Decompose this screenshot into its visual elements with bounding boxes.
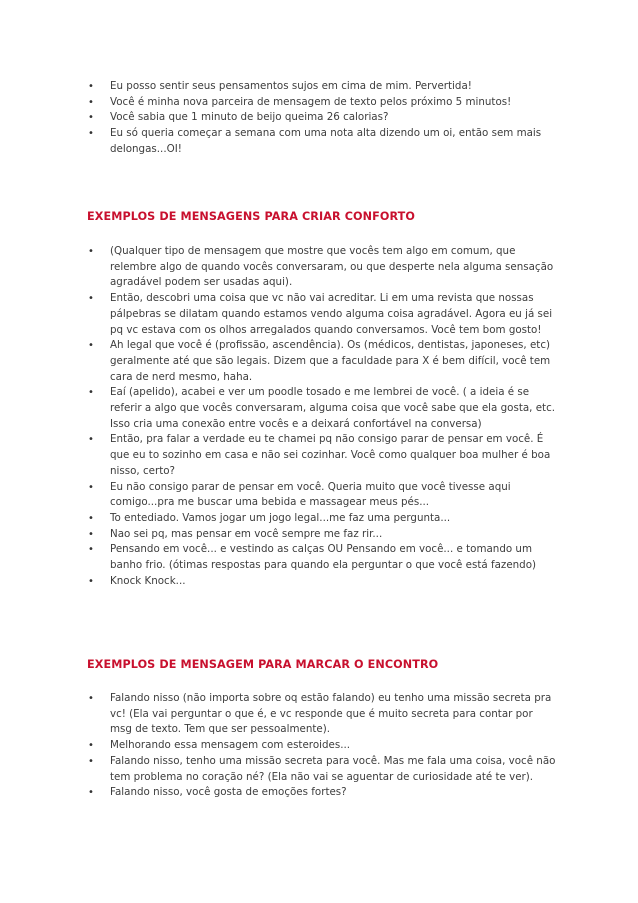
- section-heading-conforto: EXEMPLOS DE MENSAGENS PARA CRIAR CONFORTO: [87, 210, 415, 223]
- list-item-text: Falando nisso (não importa sobre oq estão falando) eu tenho uma missão secreta pra vc! (Ela vai perguntar o que é, e vc responde que é muito secreta para contar por msg de texto. Tem que ser pessoalmente).: [110, 692, 552, 736]
- bullet-icon: •: [88, 528, 94, 540]
- list-item: [87, 754, 557, 785]
- bullet-icon: •: [88, 246, 94, 257]
- list-item: [87, 432, 557, 479]
- conforto-list-section: [87, 244, 557, 589]
- bullet-icon: •: [88, 755, 94, 767]
- list-item-text: Ah legal que você é (profissão, ascendência). Os (médicos, dentistas, japoneses, etc) geralmente até que são legais. Dizem que a faculdade para X é bem difícil, você tem cara de nerd mesmo, haha.: [110, 339, 551, 383]
- list-item: [87, 126, 557, 157]
- list-item: [87, 542, 557, 573]
- list-item-text: Eu posso sentir seus pensamentos sujos em cima de mim. Pervertida!: [110, 80, 472, 92]
- list-item-text: (Qualquer tipo de mensagem que mostre que vocês tem algo em comum, que relembre algo de quando vocês conversaram, ou que desperte nela alguma sensação agradável podem ser usadas aqui).: [110, 245, 554, 289]
- bullet-icon: •: [88, 481, 94, 493]
- bullet-icon: •: [88, 387, 94, 399]
- list-item-text: Então, descobri uma coisa que vc não vai acreditar. Li em uma revista que nossas pálpebras se dilatam quando estamos vendo alguma coisa agradável. Agora eu já sei pq vc estava com os olhos arregalados quando conversamos. Você tem bom gosto!: [110, 292, 553, 336]
- list-item-text: Eu só queria começar a semana com uma nota alta dizendo um oi, então sem mais delongas...OI!: [110, 127, 542, 155]
- list-item-text: Nao sei pq, mas pensar em você sempre me faz rir...: [110, 527, 383, 540]
- bullet-icon: •: [88, 575, 94, 587]
- list-item-text: Você sabia que 1 minuto de beijo queima 26 calorias?: [110, 111, 389, 124]
- list-item: [87, 738, 557, 754]
- list-item-text: Falando nisso, tenho uma missão secreta para você. Mas me fala uma coisa, você não tem problema no coração né? (Ela não vai se aguentar de curiosidade até te ver).: [110, 754, 556, 783]
- bullet-icon: •: [88, 512, 94, 524]
- bullet-icon: •: [88, 128, 94, 140]
- bullet-icon: •: [88, 81, 94, 92]
- encontro-bullet-list: [87, 691, 557, 801]
- list-item-text: Falando nisso, você gosta de emoções fortes?: [110, 786, 347, 799]
- bullet-icon: •: [88, 787, 94, 799]
- list-item: [87, 480, 557, 511]
- list-item: [87, 110, 557, 126]
- list-item-text: Melhorando essa mensagem com esteroides...: [110, 739, 351, 752]
- conforto-bullet-list: [87, 244, 557, 589]
- list-item: [87, 244, 557, 291]
- bullet-icon: •: [88, 340, 94, 352]
- list-item-text: Então, pra falar a verdade eu te chamei pq não consigo parar de pensar em você. É que eu to sozinho em casa e não sei cozinhar. Você como qualquer boa mulher é boa nisso, certo?: [110, 433, 551, 477]
- bullet-icon: •: [88, 293, 94, 305]
- encontro-list-section: [87, 691, 557, 801]
- list-item-text: Knock Knock...: [110, 574, 186, 587]
- intro-list-section: [87, 79, 557, 158]
- conforto-heading-block: [87, 209, 557, 225]
- list-item-text: Eu não consigo parar de pensar em você. Queria muito que você tivesse aqui comigo...pra me buscar uma bebida e massagear meus pés...: [110, 480, 511, 509]
- encontro-heading-block: [87, 657, 557, 673]
- bullet-icon: •: [88, 544, 94, 556]
- list-item-text: Você é minha nova parceira de mensagem de texto pelos próximo 5 minutos!: [110, 95, 512, 108]
- section-heading-encontro: EXEMPLOS DE MENSAGEM PARA MARCAR O ENCONTRO: [87, 658, 439, 671]
- intro-bullet-list: [87, 79, 557, 158]
- list-item-text: Eaí (apelido), acabei e ver um poodle tosado e me lembrei de você. ( a ideia é se referir a algo que vocês conversaram, alguma coisa que você sabe que ela gosta, etc. Isso cria uma conexão entre vocês e a deixará confortável na conversa): [110, 386, 556, 430]
- list-item-text: Pensando em você... e vestindo as calças OU Pensando em você... e tomando um banho frio. (ótimas respostas para quando ela perguntar o que você está fazendo): [110, 543, 537, 572]
- list-item: [87, 511, 557, 527]
- bullet-icon: •: [88, 740, 94, 752]
- list-item: [87, 785, 557, 801]
- list-item: [87, 385, 557, 432]
- list-item: [87, 527, 557, 543]
- bullet-icon: •: [88, 434, 94, 446]
- bullet-icon: •: [88, 112, 94, 124]
- bullet-icon: •: [88, 693, 94, 704]
- list-item: [87, 574, 557, 590]
- list-item: [87, 79, 557, 95]
- list-item-text: To entediado. Vamos jogar um jogo legal...me faz uma pergunta...: [110, 511, 451, 524]
- list-item: [87, 291, 557, 338]
- list-item: [87, 95, 557, 111]
- bullet-icon: •: [88, 96, 94, 108]
- list-item: [87, 338, 557, 385]
- list-item: [87, 691, 557, 738]
